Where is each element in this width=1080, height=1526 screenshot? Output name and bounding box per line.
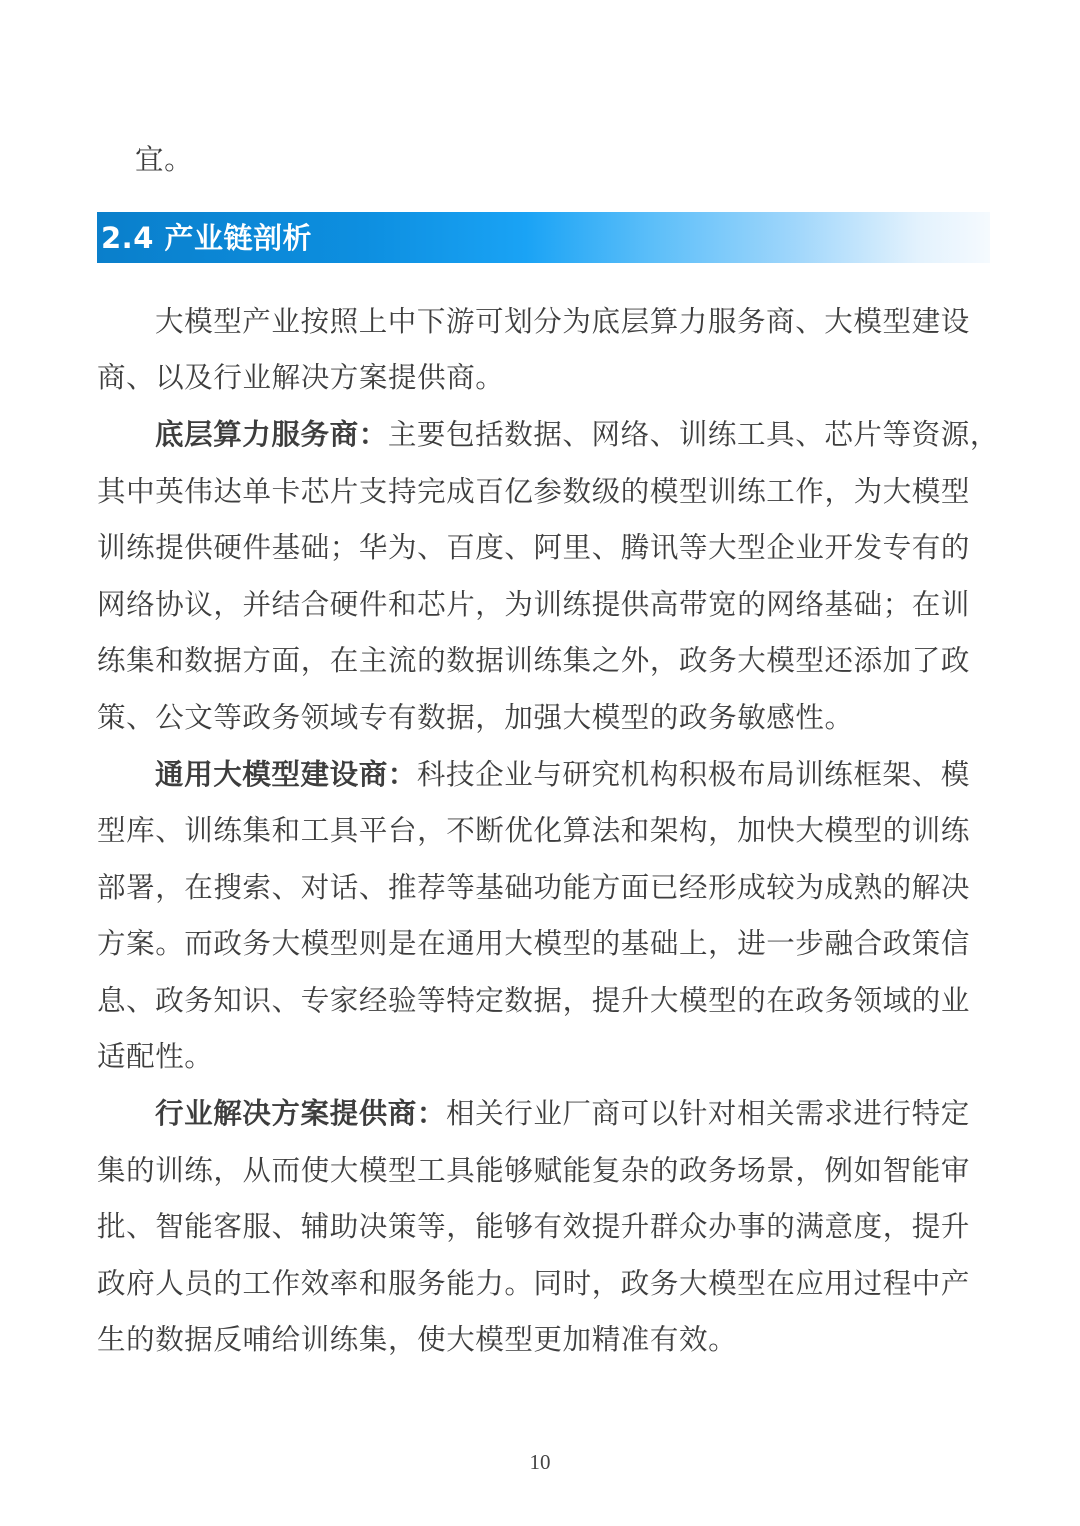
carryover-text: 宜。 [135,143,194,176]
paragraph-compute-line: 网络协议，并结合硬件和芯片，为训练提供高带宽的网络基础；在训 [97,588,971,621]
paragraph-industry-line: 批、智能客服、辅助决策等，能够有效提升群众办事的满意度，提升 [97,1210,971,1243]
paragraph-general-line: 适配性。 [97,1040,214,1073]
paragraph-compute-line: 策、公文等政务领域专有数据，加强大模型的政务敏感性。 [97,701,854,734]
paragraph-general-line: 部署，在搜索、对话、推荐等基础功能方面已经形成较为成熟的解决 [97,871,971,904]
paragraph-industry-label: 行业解决方案提供商： [155,1097,447,1130]
paragraph-industry-text: 相关行业厂商可以针对相关需求进行特定 [446,1097,970,1130]
paragraph-general-line: 方案。而政务大模型则是在通用大模型的基础上，进一步融合政策信 [97,927,971,960]
paragraph-compute-line: 其中英伟达单卡芯片支持完成百亿参数级的模型训练工作，为大模型 [97,475,971,508]
paragraph-general-text: 科技企业与研究机构积极布局训练框架、模 [416,758,970,791]
paragraph-general-first-line [155,755,1035,795]
paragraph-compute-line: 练集和数据方面，在主流的数据训练集之外，政务大模型还添加了政 [97,644,971,677]
paragraph-industry-first-line [155,1094,1035,1134]
paragraph-compute-text: 主要包括数据、网络、训练工具、芯片等资源， [387,418,999,451]
paragraph-intro-line: 商、以及行业解决方案提供商。 [97,361,505,394]
section-heading: 2.4 产业链剖析 [101,221,312,255]
paragraph-compute-first-line [155,415,1035,455]
paragraph-compute-line: 训练提供硬件基础；华为、百度、阿里、腾讯等大型企业开发专有的 [97,531,971,564]
section-heading-bar [97,212,990,263]
paragraph-industry-line: 集的训练，从而使大模型工具能够赋能复杂的政务场景，例如智能审 [97,1154,971,1187]
paragraph-compute-label: 底层算力服务商： [155,418,388,451]
paragraph-general-line: 型库、训练集和工具平台，不断优化算法和架构，加快大模型的训练 [97,814,971,847]
page-number: 10 [529,1450,551,1474]
paragraph-industry-line: 生的数据反哺给训练集，使大模型更加精准有效。 [97,1323,738,1356]
paragraph-general-line: 息、政务知识、专家经验等特定数据，提升大模型的在政务领域的业 [97,984,971,1017]
paragraph-intro-line: 大模型产业按照上中下游可划分为底层算力服务商、大模型建设 [155,305,970,338]
paragraph-industry-line: 政府人员的工作效率和服务能力。同时，政务大模型在应用过程中产 [97,1267,971,1300]
paragraph-general-label: 通用大模型建设商： [155,758,417,791]
